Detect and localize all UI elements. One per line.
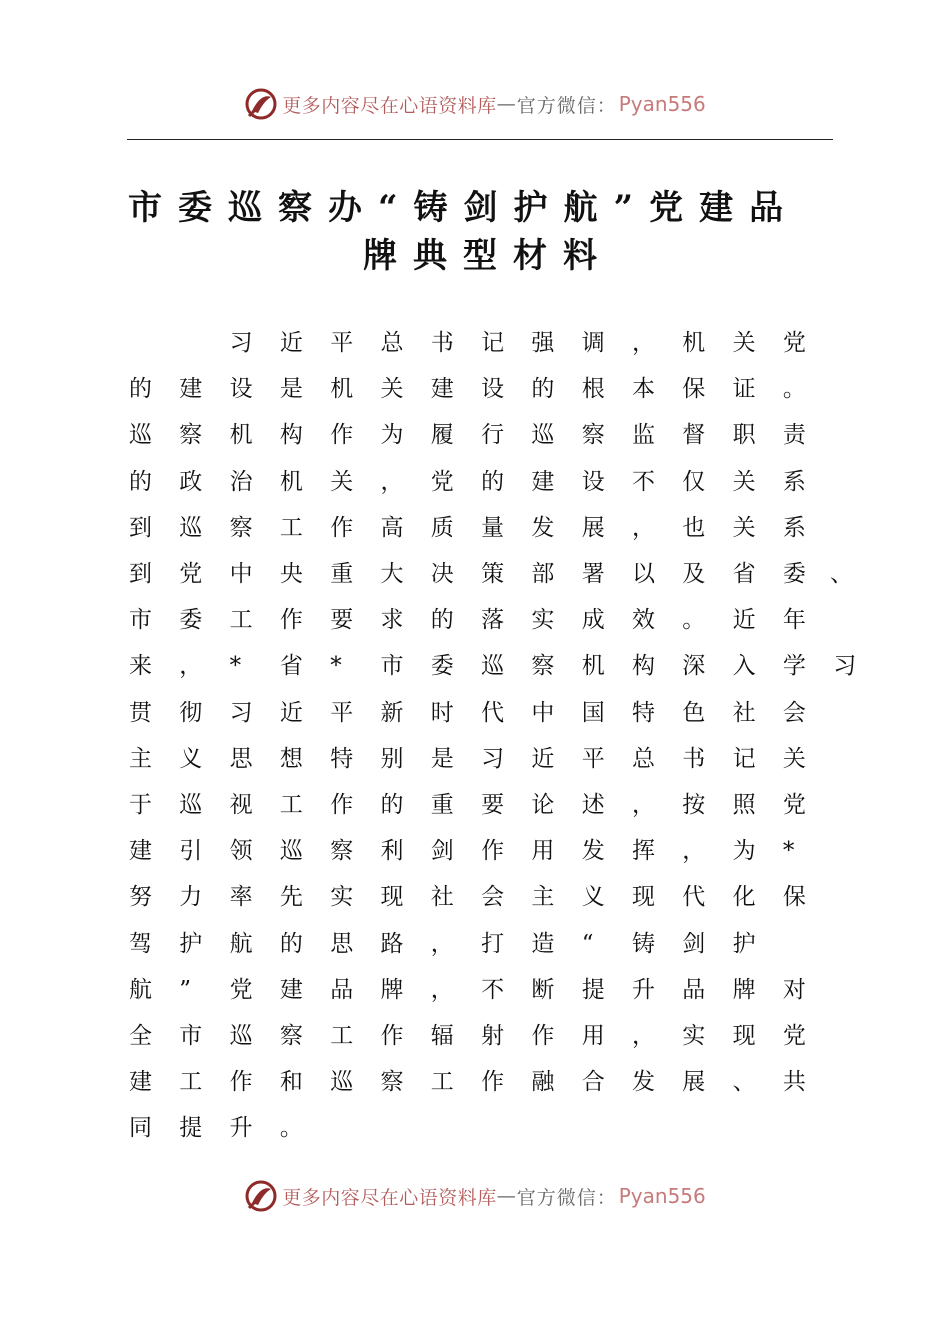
paragraph-line: 建 引 领 巡 察 利 剑 作 用 发 挥 ， 为 * [129, 838, 795, 865]
paragraph-line: 的 政 治 机 关 ， 党 的 建 设 不 仅 关 系 [129, 468, 806, 495]
paragraph-line: 建 工 作 和 巡 察 工 作 融 合 发 展 、 共 [129, 1069, 806, 1096]
footer-brand: 更多内容尽在心语资料库 [282, 1186, 497, 1209]
header-dash: — [496, 93, 517, 115]
header-wechat-label: 官方微信： [516, 94, 617, 117]
paragraph-line: 主 义 思 想 特 别 是 习 近 平 总 书 记 关 [129, 745, 806, 772]
page-title-line-2: 牌典型材料 [363, 236, 613, 276]
footer-dash: — [496, 1185, 517, 1207]
paragraph-line: 努 力 率 先 实 现 社 会 主 义 现 代 化 保 [129, 884, 806, 911]
paragraph-line: 驾 护 航 的 思 路 ， 打 造 “ 铸 剑 护 [129, 930, 756, 957]
paragraph-line: 习 近 平 总 书 记 强 调 ， 机 关 党 [229, 330, 806, 356]
paragraph-line: 于 巡 视 工 作 的 重 要 论 述 ， 按 照 党 [129, 792, 806, 818]
paragraph-line: 来 ， * 省 * 市 委 巡 察 机 构 深 入 学 习 [129, 653, 857, 680]
footer-wechat-id: Pyan556 [618, 1184, 706, 1208]
paragraph-line: 到 巡 察 工 作 高 质 量 发 展 ， 也 关 系 [129, 514, 806, 541]
overflow-punctuation: 、 [830, 561, 853, 587]
brush-logo-icon [244, 1179, 278, 1213]
footer-banner [0, 1176, 950, 1216]
page-title-line-1: 市委巡察办“铸剑护航”党建品 [128, 188, 800, 228]
footer-wechat-label: 官方微信： [516, 1186, 617, 1209]
paragraph-line: 航 ” 党 建 品 牌 ， 不 断 提 升 品 牌 对 [129, 976, 806, 1003]
paragraph-line: 同 提 升 。 [129, 1115, 303, 1142]
header-brand: 更多内容尽在心语资料库 [282, 94, 497, 117]
paragraph-line: 市 委 工 作 要 求 的 落 实 成 效 。 近 年 [129, 607, 806, 634]
header-wechat-id: Pyan556 [618, 92, 706, 116]
paragraph-line: 的 建 设 是 机 关 建 设 的 根 本 保 证 。 [129, 376, 806, 403]
paragraph-line: 到 党 中 央 重 大 决 策 部 署 以 及 省 委 [129, 561, 806, 587]
paragraph-line: 巡 察 机 构 作 为 履 行 巡 察 监 督 职 责 [129, 422, 806, 449]
paragraph-line: 贯 彻 习 近 平 新 时 代 中 国 特 色 社 会 [129, 699, 806, 726]
paragraph-line: 全 市 巡 察 工 作 辐 射 作 用 ， 实 现 党 [129, 1023, 806, 1049]
